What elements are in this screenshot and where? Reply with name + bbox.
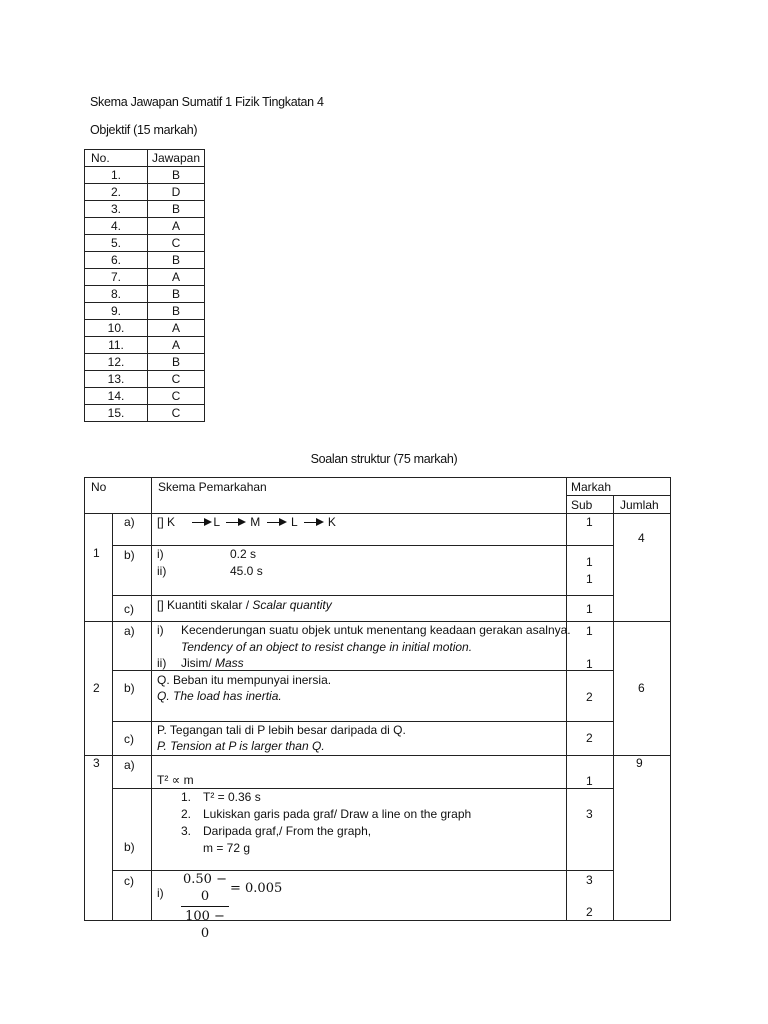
table-row xyxy=(85,303,205,320)
q2-b-label: b) xyxy=(124,681,135,695)
structure-marking-table xyxy=(84,477,671,941)
answer-number: 8. xyxy=(85,286,148,303)
header-marks: Markah xyxy=(571,480,612,494)
q3-a-label: a) xyxy=(124,758,135,772)
answer-number: 14. xyxy=(85,388,148,405)
q1-a-answer: [] K L M L K xyxy=(157,515,336,529)
answer-letter: C xyxy=(148,235,205,252)
header-sub: Sub xyxy=(571,498,593,512)
answer-letter: B xyxy=(148,167,205,184)
answer-letter: B xyxy=(148,286,205,303)
header-scheme: Skema Pemarkahan xyxy=(158,480,267,494)
answer-letter: B xyxy=(148,354,205,371)
question-2-number: 2 xyxy=(93,681,100,695)
q2-total-mark: 6 xyxy=(638,681,645,695)
answer-number: 3. xyxy=(85,201,148,218)
answer-number: 9. xyxy=(85,303,148,320)
fraction-denominator: 100 − 0 xyxy=(185,909,225,941)
table-row xyxy=(85,184,205,201)
q1-c-mark: 1 xyxy=(586,602,593,616)
q1-b-mark-2: 1 xyxy=(586,572,593,586)
arrow-right-icon xyxy=(192,522,210,523)
q3-c-mark-1: 3 xyxy=(586,873,593,887)
q3-b-mark: 3 xyxy=(586,807,593,821)
q2-b-text: Q. Beban itu mempunyai inersia. xyxy=(157,673,332,687)
answer-letter: B xyxy=(148,252,205,269)
table-row xyxy=(85,371,205,388)
table-row xyxy=(85,235,205,252)
table-row xyxy=(85,269,205,286)
answer-letter: C xyxy=(148,405,205,422)
q3-c-mark-2: 2 xyxy=(586,905,593,919)
answer-letter: B xyxy=(148,303,205,320)
answer-number: 7. xyxy=(85,269,148,286)
q2-a-ii-label: ii) xyxy=(157,656,167,670)
q1-a-mark: 1 xyxy=(586,515,593,529)
column-header-answer: Jawapan xyxy=(148,150,205,167)
column-header-no: No. xyxy=(85,150,148,167)
q3-c-i-label: i) xyxy=(157,886,164,900)
document-title: Skema Jawapan Sumatif 1 Fizik Tingkatan 4 xyxy=(90,95,324,109)
q1-c-answer: [] Kuantiti skalar / Scalar quantity xyxy=(157,598,332,612)
table-row xyxy=(85,320,205,337)
q3-c-label: c) xyxy=(124,874,134,888)
q3-b-step-3: Daripada graf,/ From the graph, xyxy=(203,824,372,838)
table-header-row xyxy=(85,150,205,167)
question-3-number: 3 xyxy=(93,756,100,770)
answer-number: 5. xyxy=(85,235,148,252)
answer-letter: D xyxy=(148,184,205,201)
q3-a-mark: 1 xyxy=(586,774,593,788)
q1-b-ii-label: ii) xyxy=(157,564,167,578)
answer-number: 15. xyxy=(85,405,148,422)
header-no: No xyxy=(91,480,107,494)
q3-c-fraction xyxy=(181,871,229,942)
q3-c-result: = 0.005 xyxy=(230,881,283,896)
fraction-numerator: 0.50 − 0 xyxy=(183,872,227,904)
arrow-right-icon xyxy=(304,522,322,523)
answer-letter: C xyxy=(148,388,205,405)
answer-number: 2. xyxy=(85,184,148,201)
q2-a-i-text: Kecenderungan suatu objek untuk menentang keadaan gerakan asalnya. xyxy=(181,623,571,637)
q2-c-label: c) xyxy=(124,732,134,746)
q3-b-step-1: T² = 0.36 s xyxy=(203,790,261,804)
q1-total-mark: 4 xyxy=(638,531,645,545)
answer-letter: B xyxy=(148,201,205,218)
q3-b-step-3-number: 3. xyxy=(181,824,192,838)
objective-answer-table xyxy=(84,149,205,422)
q2-a-i-label: i) xyxy=(157,623,164,637)
q1-b-i-label: i) xyxy=(157,547,164,561)
answer-number: 12. xyxy=(85,354,148,371)
answer-number: 10. xyxy=(85,320,148,337)
q2-a-i-english: Tendency of an object to resist change in initial motion. xyxy=(181,640,473,654)
answer-number: 11. xyxy=(85,337,148,354)
table-row xyxy=(85,405,205,422)
q2-a-mark-2: 1 xyxy=(586,657,593,671)
q3-b-step-1-number: 1. xyxy=(181,790,192,804)
q1-b-ii-value: 45.0 s xyxy=(230,564,263,578)
q2-a-mark-1: 1 xyxy=(586,624,593,638)
table-row xyxy=(85,167,205,184)
answer-number: 1. xyxy=(85,167,148,184)
table-row xyxy=(85,354,205,371)
objective-section-title: Objektif (15 markah) xyxy=(90,123,198,137)
question-1-number: 1 xyxy=(93,546,100,560)
q3-b-step-3-result: m = 72 g xyxy=(203,841,251,855)
q2-c-mark: 2 xyxy=(586,731,593,745)
answer-number: 13. xyxy=(85,371,148,388)
q1-a-label: a) xyxy=(124,515,135,529)
q1-b-mark-1: 1 xyxy=(586,555,593,569)
answer-letter: A xyxy=(148,337,205,354)
q3-b-step-2-number: 2. xyxy=(181,807,192,821)
table-row xyxy=(85,337,205,354)
q2-a-ii-answer: Jisim/ Mass xyxy=(181,656,244,670)
answer-letter: A xyxy=(148,269,205,286)
table-row xyxy=(85,252,205,269)
table-row xyxy=(85,286,205,303)
answer-letter: A xyxy=(148,320,205,337)
table-row xyxy=(85,201,205,218)
table-row xyxy=(85,388,205,405)
q2-c-english: P. Tension at P is larger than Q. xyxy=(157,739,325,753)
q1-b-label: b) xyxy=(124,548,135,562)
q1-b-i-value: 0.2 s xyxy=(230,547,257,561)
q2-b-english: Q. The load has inertia. xyxy=(157,689,282,703)
q2-c-text: P. Tegangan tali di P lebih besar daripada di Q. xyxy=(157,723,406,737)
q3-total-mark: 9 xyxy=(636,756,643,770)
header-total: Jumlah xyxy=(620,498,659,512)
arrow-right-icon xyxy=(226,522,244,523)
fraction-bar xyxy=(181,906,229,907)
table-row xyxy=(85,218,205,235)
answer-number: 4. xyxy=(85,218,148,235)
q3-b-label: b) xyxy=(124,840,135,854)
q1-c-label: c) xyxy=(124,602,134,616)
answer-letter: C xyxy=(148,371,205,388)
answer-letter: A xyxy=(148,218,205,235)
arrow-right-icon xyxy=(267,522,285,523)
answer-number: 6. xyxy=(85,252,148,269)
q2-b-mark: 2 xyxy=(586,690,593,704)
q2-a-label: a) xyxy=(124,624,135,638)
q3-a-answer: T² ∝ m xyxy=(157,773,194,787)
q3-b-step-2: Lukiskan garis pada graf/ Draw a line on the graph xyxy=(203,807,472,821)
structure-section-title: Soalan struktur (75 markah) xyxy=(310,452,458,466)
